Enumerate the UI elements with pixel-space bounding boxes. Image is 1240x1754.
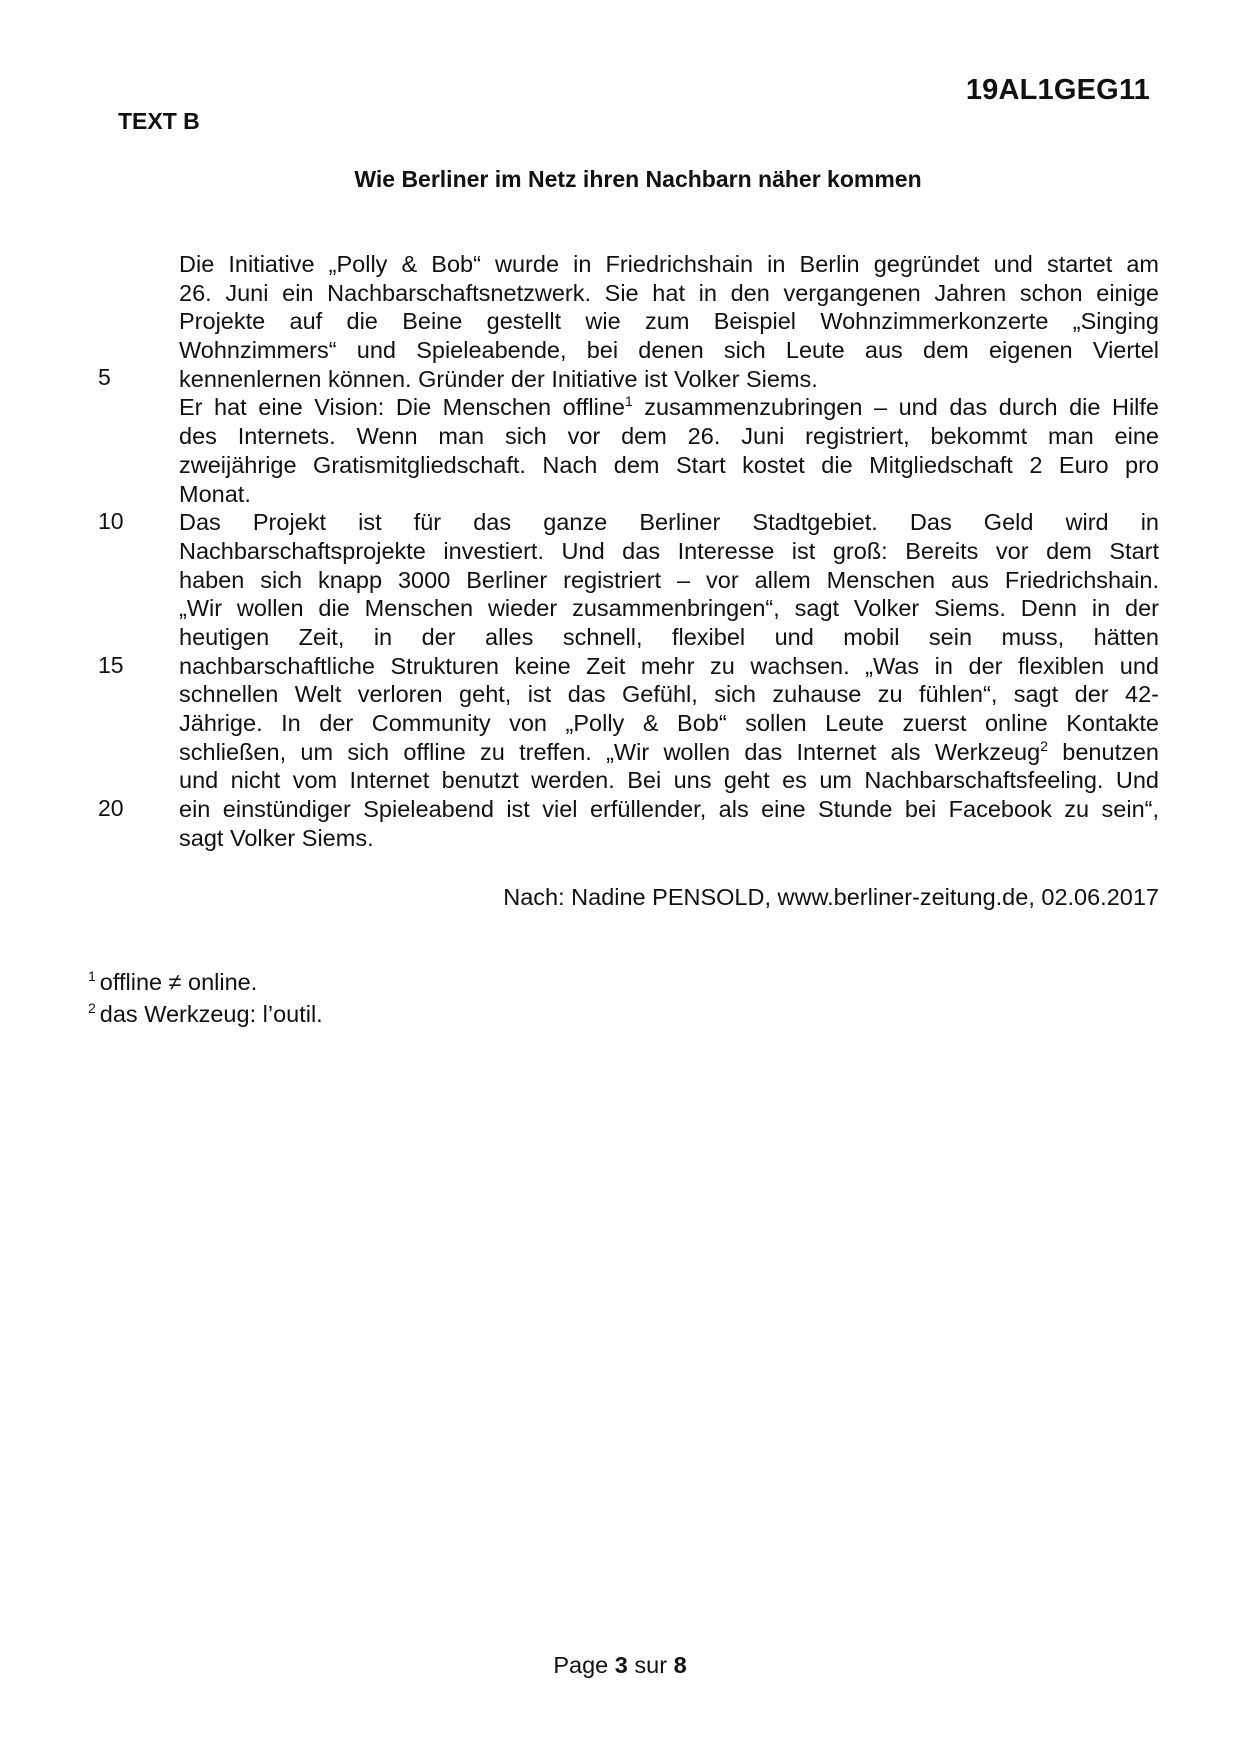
line-number-5: 5 — [98, 364, 111, 390]
page-separator: sur — [634, 1652, 668, 1678]
article-line: Das Projekt ist für das ganze Berliner Stadtgebiet. Das Geld wird in — [179, 509, 1159, 536]
article-line: kennenlernen können. Gründer der Initiative ist Volker Siems. — [179, 365, 818, 392]
article-line-part: benutzen — [1062, 738, 1159, 765]
article-line: zweijährige Gratismitgliedschaft. Nach dem Start kostet die Mitgliedschaft 2 Euro pro — [179, 451, 1159, 478]
footnote-text: das Werkzeug: l’outil. — [99, 1001, 323, 1027]
article-line: und nicht vom Internet benutzt werden. Bei uns geht es um Nachbarschaftsfeeling. Und — [179, 767, 1159, 794]
footnote-2 — [88, 998, 323, 1030]
line-number-10: 10 — [98, 508, 124, 534]
document-code: 19AL1GEG11 — [965, 74, 1150, 106]
footnote-1 — [88, 966, 323, 998]
article-line-part: schließen, um sich offline zu treffen. „Wir wollen das Internet als Werkzeug — [179, 738, 1041, 765]
footnote-marker: 2 — [88, 1000, 96, 1016]
source-citation: Nach: Nadine PENSOLD, www.berliner-zeitung.de, 02.06.2017 — [503, 884, 1159, 910]
article-line — [179, 393, 1159, 422]
section-label: TEXT B — [118, 108, 200, 134]
article-title: Wie Berliner im Netz ihren Nachbarn näher kommen — [354, 166, 922, 192]
footnote-ref-1: 1 — [624, 393, 633, 410]
footnote-ref-2: 2 — [1040, 737, 1048, 754]
article-line: Wohnzimmers“ und Spieleabende, bei denen sich Leute aus dem eigenen Viertel — [179, 337, 1159, 364]
article-line: „Wir wollen die Menschen wieder zusammenbringen“, sagt Volker Siems. Denn in der — [179, 595, 1159, 622]
footnotes — [88, 966, 323, 1030]
footnote-text: offline ≠ online. — [99, 969, 258, 995]
line-number-20: 20 — [98, 795, 124, 821]
article-line — [179, 738, 1159, 767]
total-pages: 8 — [673, 1652, 687, 1678]
article-line: des Internets. Wenn man sich vor dem 26. Juni registriert, bekommt man eine — [179, 423, 1159, 450]
footnote-marker: 1 — [88, 968, 96, 984]
article-line: ein einstündiger Spieleabend ist viel erfüllender, als eine Stunde bei Facebook zu sein“, — [179, 796, 1159, 823]
article-body — [179, 250, 1159, 852]
article-line: sagt Volker Siems. — [179, 824, 374, 851]
article-line: Monat. — [179, 480, 251, 507]
article-line: Projekte auf die Beine gestellt wie zum Beispiel Wohnzimmerkonzerte „Singing — [179, 308, 1159, 335]
article-line: haben sich knapp 3000 Berliner registriert – vor allem Menschen aus Friedrichshain. — [179, 566, 1159, 593]
article-line-part: zusammenzubringen – und das durch die Hilfe — [644, 394, 1159, 421]
article-line: schnellen Welt verloren geht, ist das Gefühl, sich zuhause zu fühlen“, sagt der 42- — [179, 681, 1159, 708]
line-number-15: 15 — [98, 652, 124, 678]
article-line: Nachbarschaftsprojekte investiert. Und das Interesse ist groß: Bereits vor dem Start — [179, 537, 1159, 564]
article-line: Die Initiative „Polly & Bob“ wurde in Friedrichshain in Berlin gegründet und startet am — [179, 251, 1159, 277]
page-number — [0, 1652, 1240, 1679]
article-line: 26. Juni ein Nachbarschaftsnetzwerk. Sie hat in den vergangenen Jahren schon einige — [179, 279, 1159, 306]
article-line: Jährige. In der Community von „Polly & Bob“ sollen Leute zuerst online Kontakte — [179, 710, 1159, 736]
article-line: heutigen Zeit, in der alles schnell, flexibel und mobil sein muss, hätten — [179, 623, 1159, 650]
page-prefix: Page — [553, 1652, 609, 1678]
article-line: nachbarschaftliche Strukturen keine Zeit mehr zu wachsen. „Was in der flexiblen und — [179, 652, 1159, 679]
article-line-part: Er hat eine Vision: Die Menschen offline — [179, 394, 625, 421]
current-page: 3 — [614, 1652, 628, 1678]
